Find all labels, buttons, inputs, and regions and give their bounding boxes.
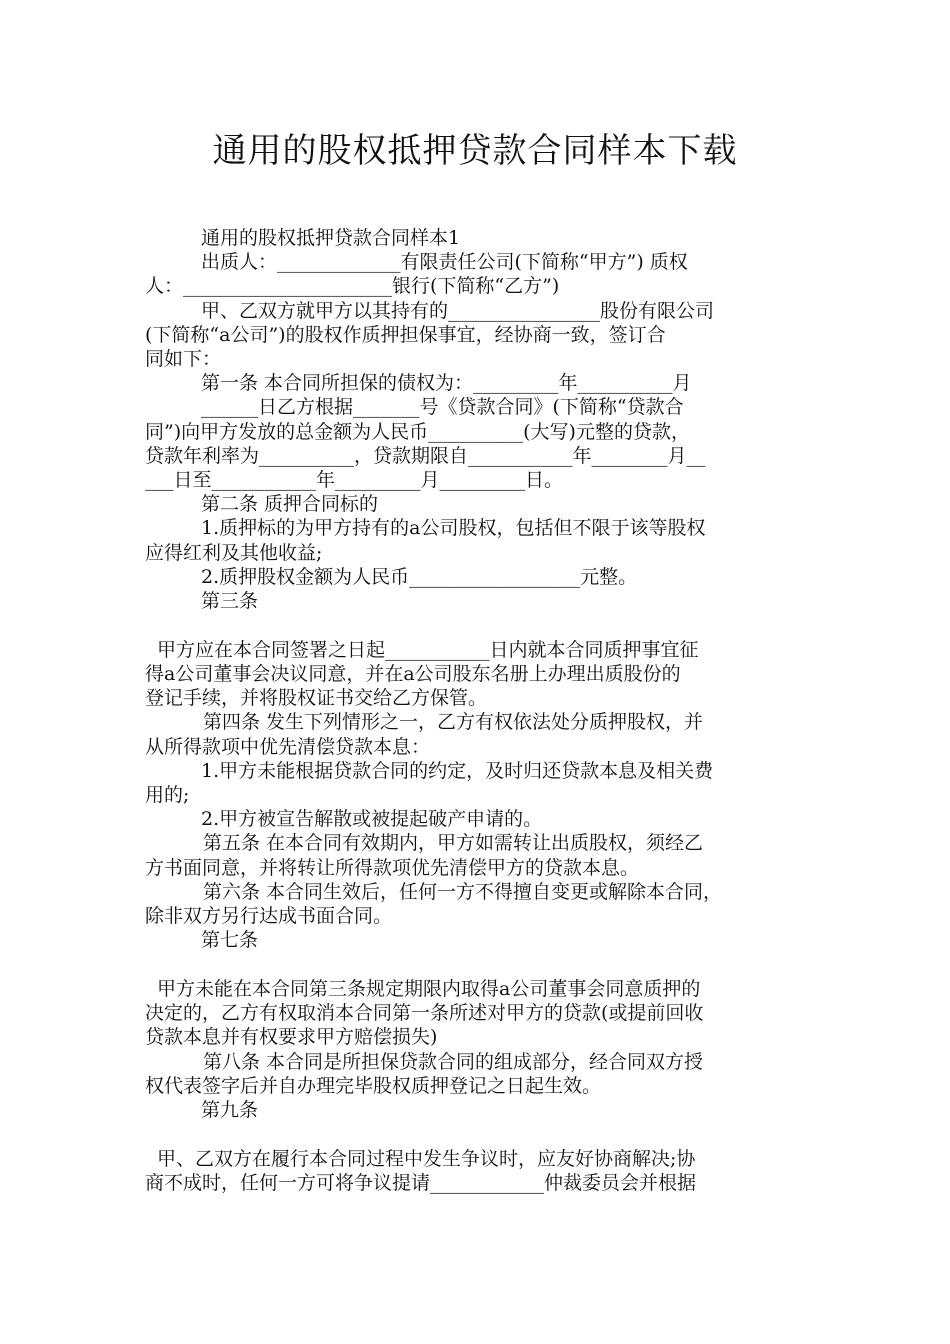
- spacer: [145, 613, 810, 638]
- paragraph-line: 第五条 在本合同有效期内，甲方如需转让出质股权，须经乙: [203, 832, 704, 855]
- paragraph-line: 从所得款项中优先清偿贷款本息：: [145, 735, 431, 758]
- paragraph-line: 第二条 质押合同标的: [201, 493, 379, 516]
- paragraph-line: 贷款年利率为__________，贷款期限自___________年________月__: [145, 444, 706, 467]
- paragraph-line: 登记手续，并将股权证书交给乙方保管。: [145, 687, 488, 710]
- document-body: [145, 226, 810, 1195]
- paragraph-line: 贷款本息并有权要求甲方赔偿损失): [145, 1026, 438, 1049]
- paragraph-line: 第一条 本合同所担保的债权为：_________年__________月: [201, 372, 692, 395]
- paragraph-line: 用的;: [145, 783, 190, 806]
- paragraph-line: 甲方未能在本合同第三条规定期限内取得a公司董事会同意质押的: [157, 977, 701, 1000]
- spacer: [145, 1122, 810, 1147]
- paragraph-line: 2.质押股权金额为人民币__________________元整。: [201, 565, 638, 588]
- paragraph-line: 2.甲方被宣告解散或被提起破产申请的。: [201, 808, 543, 831]
- paragraph-line: 同”)向甲方发放的总金额为人民币__________(大写)元整的贷款，: [145, 420, 690, 443]
- paragraph-line: ______日乙方根据_______号《贷款合同》(下简称“贷款合: [201, 396, 684, 419]
- paragraph-line: 甲、乙双方在履行本合同过程中发生争议时，应友好协商解决;协: [157, 1147, 696, 1170]
- paragraph-line: 第六条 本合同生效后，任何一方不得擅自变更或解除本合同，: [203, 880, 723, 903]
- paragraph-line: 1.甲方未能根据贷款合同的约定，及时归还贷款本息及相关费: [201, 759, 714, 782]
- paragraph-line: 除非双方另行达成书面合同。: [145, 904, 393, 927]
- paragraph-line: 第七条: [201, 929, 259, 952]
- paragraph-line: 决定的，乙方有权取消本合同第一条所述对甲方的贷款(或提前回收: [145, 1002, 704, 1025]
- paragraph-line: 第三条: [201, 590, 259, 613]
- document-title: 通用的股权抵押贷款合同样本下载: [212, 131, 738, 171]
- paragraph-line: 第九条: [201, 1098, 259, 1121]
- spacer: [145, 952, 810, 977]
- paragraph-line: 应得红利及其他收益;: [145, 541, 323, 564]
- paragraph-line: 人：______________________银行(下简称“乙方”): [145, 275, 560, 298]
- paragraph-line: ___日至___________年_________月_________日。: [145, 469, 564, 492]
- paragraph-line: 权代表签字后并自办理完毕股权质押登记之日起生效。: [145, 1074, 602, 1097]
- paragraph-line: 甲方应在本合同签署之日起___________日内就本合同质押事宜征: [157, 638, 699, 661]
- paragraph-line: 甲、乙双方就甲方以其持有的________________股份有限公司: [201, 299, 715, 322]
- paragraph-line: (下简称“a公司”)的股权作质押担保事宜，经协商一致，签订合: [145, 323, 666, 346]
- paragraph-line: 出质人：_____________有限责任公司(下简称“甲方”) 质权: [201, 251, 688, 274]
- paragraph-line: 第四条 发生下列情形之一，乙方有权依法处分质押股权，并: [203, 711, 704, 734]
- paragraph-line: 第八条 本合同是所担保贷款合同的组成部分，经合同双方授: [203, 1050, 704, 1073]
- paragraph-line: 商不成时，任何一方可将争议提请____________仲裁委员会并根据: [145, 1171, 697, 1194]
- paragraph-line: 方书面同意，并将转让所得款项优先清偿甲方的贷款本息。: [145, 856, 640, 879]
- paragraph-line: 1.质押标的为甲方持有的a公司股权，包括但不限于该等股权: [201, 517, 706, 540]
- paragraph-line: 同如下：: [145, 348, 222, 371]
- paragraph-line: 得a公司董事会决议同意，并在a公司股东名册上办理出质股份的: [145, 662, 681, 685]
- paragraph-line: 通用的股权抵押贷款合同样本1: [201, 227, 461, 249]
